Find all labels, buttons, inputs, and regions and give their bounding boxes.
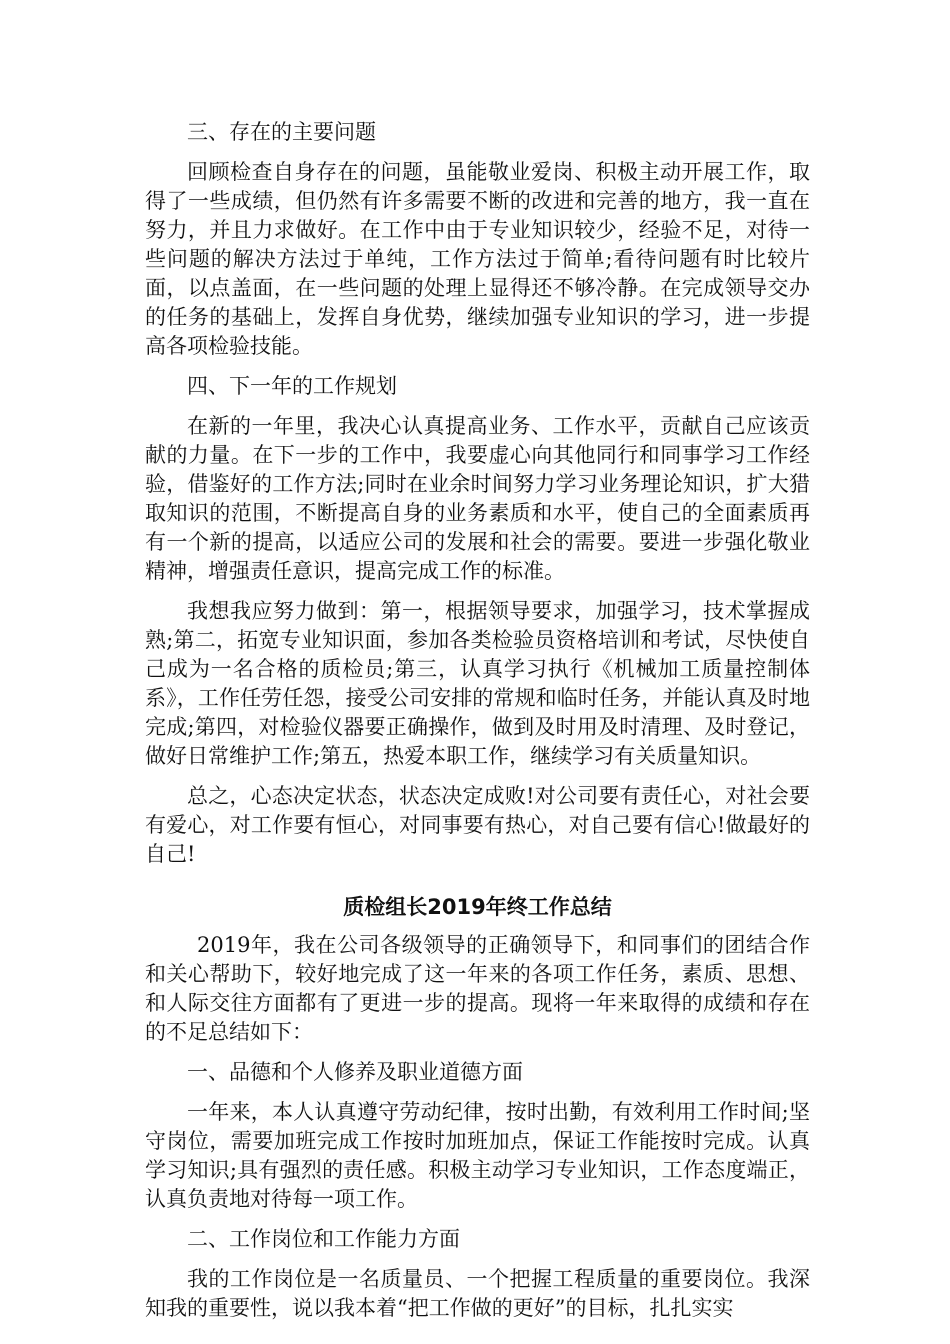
paragraph-position: 我的工作岗位是一名质量员、一个把握工程质量的重要岗位。我深知我的重要性，说以我本着“把工作做的更好”的目标，扎扎实实 (145, 1267, 810, 1320)
document-page (145, 118, 810, 1334)
paragraph-problems: 回顾检查自身存在的问题，虽能敬业爱岗、积极主动开展工作，取得了一些成绩，但仍然有许多需要不断的改进和完善的地方，我一直在努力，并且力求做好。在工作中由于专业知识较少，经验不足，对待一些问题的解决方法过于单纯，工作方法过于简单;看待问题有时比较片面，以点盖面，在一些问题的处理上显得还不够冷静。在完成领导交办的任务的基础上，发挥自身优势，继续加强专业知识的学习，进一步提高各项检验技能。 (145, 160, 810, 358)
section-heading-problems: 三、存在的主要问题 (187, 120, 376, 144)
paragraph-plan-3: 总之，心态决定状态，状态决定成败!对公司要有责任心，对社会要有爱心，对工作要有恒心，对同事要有热心，对自己要有信心!做最好的自己! (145, 784, 810, 866)
section-heading-plan: 四、下一年的工作规划 (187, 374, 397, 398)
section-heading-position: 二、工作岗位和工作能力方面 (187, 1227, 460, 1251)
paragraph-ethics: 一年来，本人认真遵守劳动纪律，按时出勤，有效利用工作时间;坚守岗位，需要加班完成工作按时加班加点，保证工作能按时完成。认真学习知识;具有强烈的责任感。积极主动学习专业知识，工作态度端正，认真负责地对待每一项工作。 (145, 1100, 810, 1211)
document-title: 质检组长2019年终工作总结 (343, 895, 612, 919)
paragraph-plan-2: 我想我应努力做到：第一，根据领导要求，加强学习，技术掌握成熟;第二，拓宽专业知识面，参加各类检验员资格培训和考试，尽快使自己成为一名合格的质检员;第三，认真学习执行《机械加工质量控制体系》，工作任劳任怨，接受公司安排的常规和临时任务，并能认真及时地完成;第四，对检验仪器要正确操作，做到及时用及时清理、及时登记，做好日常维护工作;第五，热爱本职工作，继续学习有关质量知识。 (145, 599, 810, 768)
paragraph-intro: 2019年，我在公司各级领导的正确领导下，和同事们的团结合作和关心帮助下，较好地完成了这一年来的各项工作任务，素质、思想、和人际交往方面都有了更进一步的提高。现将一年来取得的成绩和存在的不足总结如下： (145, 933, 810, 1044)
paragraph-plan-1: 在新的一年里，我决心认真提高业务、工作水平，贡献自己应该贡献的力量。在下一步的工作中，我要虚心向其他同行和同事学习工作经验，借鉴好的工作方法;同时在业余时间努力学习业务理论知识，扩大猎取知识的范围，不断提高自身的业务素质和水平，使自己的全面素质再有一个新的提高，以适应公司的发展和社会的需要。要进一步强化敬业精神，增强责任意识，提高完成工作的标准。 (145, 414, 810, 583)
section-heading-ethics: 一、品德和个人修养及职业道德方面 (187, 1060, 523, 1084)
